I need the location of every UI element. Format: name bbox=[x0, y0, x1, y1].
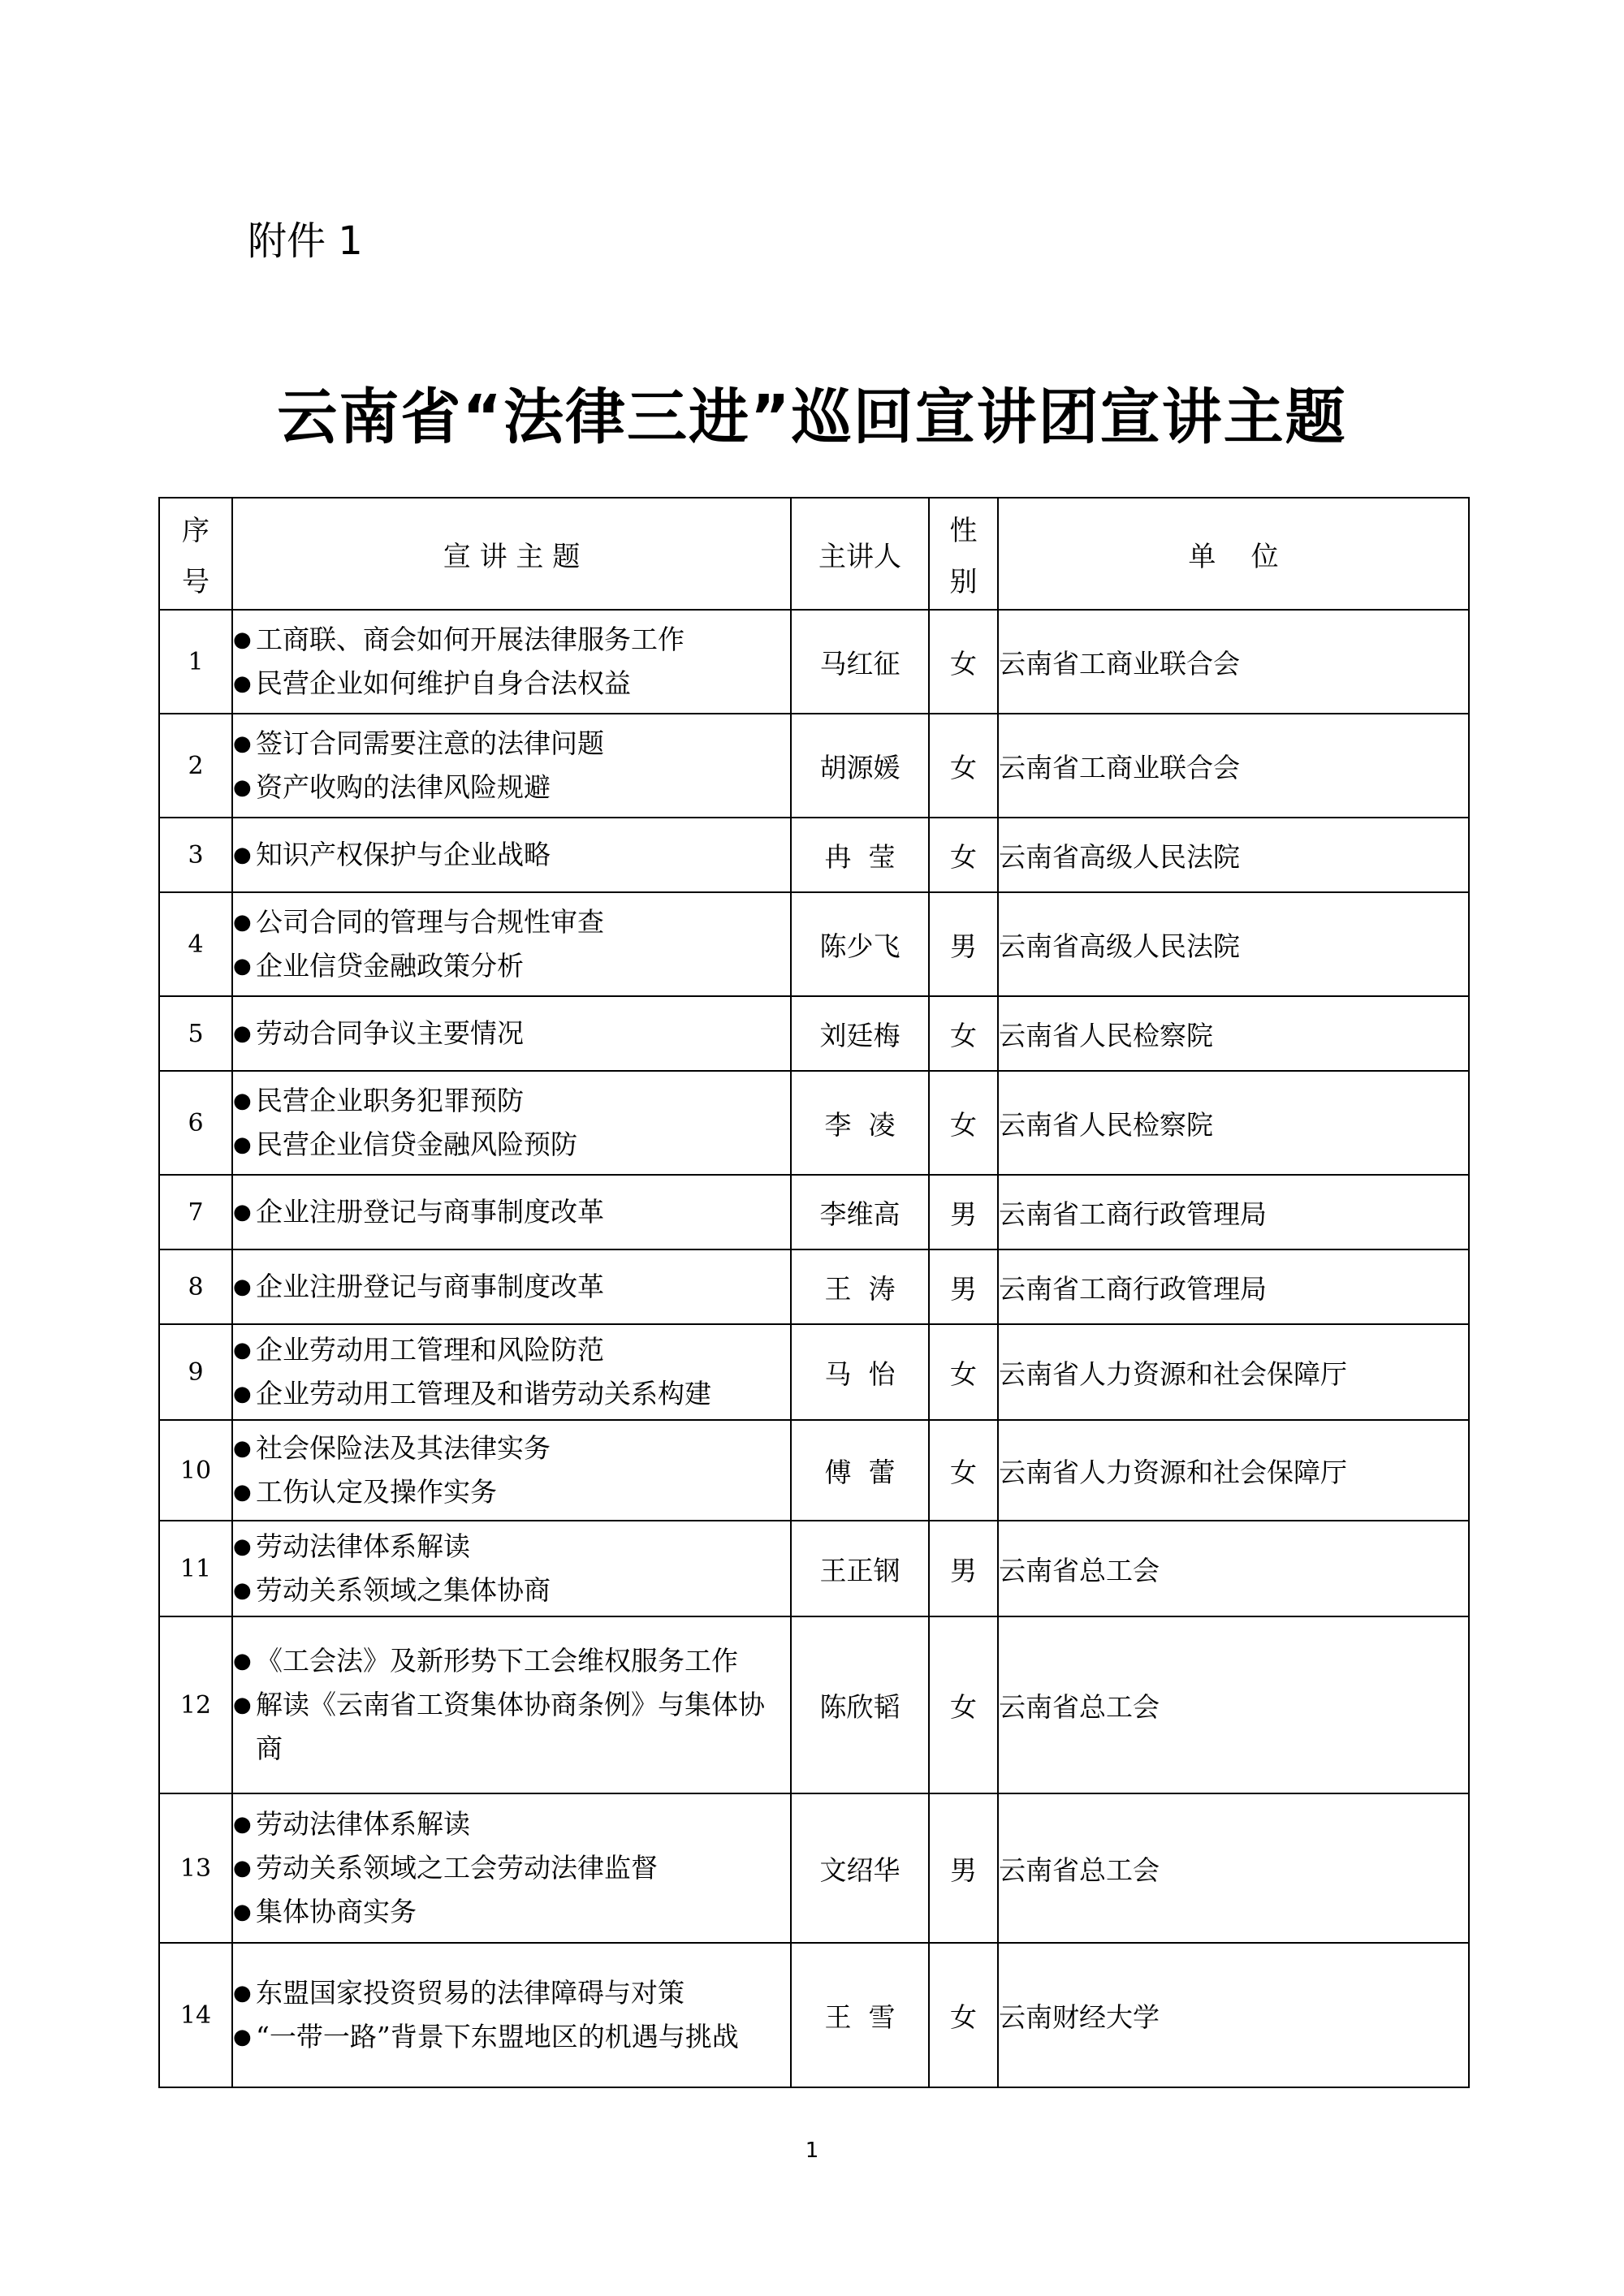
row-gender: 男 bbox=[929, 1521, 998, 1616]
row-number: 8 bbox=[159, 1249, 232, 1324]
bullet-icon: ● bbox=[233, 1812, 252, 1836]
table-header-row bbox=[159, 498, 1469, 610]
header-seq bbox=[159, 498, 232, 610]
row-gender: 女 bbox=[929, 818, 998, 892]
topic-text: 东盟国家投资贸易的法律障碍与对策 bbox=[256, 1977, 685, 2009]
table-row bbox=[159, 892, 1469, 996]
row-topics bbox=[232, 1071, 791, 1175]
row-number: 4 bbox=[159, 892, 232, 996]
topic-text: 工伤认定及操作实务 bbox=[256, 1476, 497, 1508]
row-gender: 女 bbox=[929, 1420, 998, 1521]
row-gender: 女 bbox=[929, 714, 998, 818]
header-topic: 宣 讲 主 题 bbox=[232, 498, 791, 610]
topic-text: 企业注册登记与商事制度改革 bbox=[256, 1196, 604, 1228]
row-speaker: 陈欣韬 bbox=[791, 1616, 929, 1793]
topic-text: 劳动关系领域之集体协商 bbox=[256, 1574, 551, 1606]
topic-item bbox=[233, 833, 790, 877]
bullet-icon: ● bbox=[233, 1900, 252, 1924]
topic-item bbox=[233, 618, 790, 662]
topic-item bbox=[233, 722, 790, 766]
topic-text: 劳动关系领域之工会劳动法律监督 bbox=[256, 1852, 658, 1884]
bullet-icon: ● bbox=[233, 732, 252, 756]
topic-text: 民营企业如何维护自身合法权益 bbox=[256, 667, 631, 699]
row-unit: 云南省高级人民法院 bbox=[998, 818, 1469, 892]
row-topics bbox=[232, 714, 791, 818]
header-seq-line1: 序 bbox=[182, 515, 209, 547]
header-seq-line2: 号 bbox=[182, 566, 209, 598]
row-number: 3 bbox=[159, 818, 232, 892]
header-gender bbox=[929, 498, 998, 610]
bullet-icon: ● bbox=[233, 1693, 252, 1717]
topic-item bbox=[233, 1971, 790, 2015]
row-speaker: 李 凌 bbox=[791, 1071, 929, 1175]
topic-text: 社会保险法及其法律实务 bbox=[256, 1432, 551, 1464]
row-topics bbox=[232, 610, 791, 714]
row-speaker: 马红征 bbox=[791, 610, 929, 714]
topic-text: 签订合同需要注意的法律问题 bbox=[256, 727, 604, 759]
topic-item bbox=[233, 1683, 790, 1771]
row-number: 10 bbox=[159, 1420, 232, 1521]
topic-item bbox=[233, 944, 790, 988]
bullet-icon: ● bbox=[233, 843, 252, 867]
topic-item bbox=[233, 900, 790, 944]
header-gender-line1: 性 bbox=[949, 515, 978, 547]
topic-item bbox=[233, 662, 790, 706]
topic-item bbox=[233, 1890, 790, 1934]
row-unit: 云南省工商业联合会 bbox=[998, 610, 1469, 714]
row-topics bbox=[232, 1793, 791, 1943]
row-speaker: 胡源媛 bbox=[791, 714, 929, 818]
row-gender: 女 bbox=[929, 610, 998, 714]
topic-text: 民营企业信贷金融风险预防 bbox=[256, 1129, 577, 1160]
header-gender-line2: 别 bbox=[949, 566, 978, 598]
topic-text: 工商联、商会如何开展法律服务工作 bbox=[256, 624, 685, 655]
row-number: 14 bbox=[159, 1943, 232, 2087]
topic-text: “一带一路”背景下东盟地区的机遇与挑战 bbox=[256, 2021, 739, 2052]
row-number: 6 bbox=[159, 1071, 232, 1175]
topic-text: 企业注册登记与商事制度改革 bbox=[256, 1271, 604, 1302]
row-number: 13 bbox=[159, 1793, 232, 1943]
topic-item bbox=[233, 1123, 790, 1167]
topic-item bbox=[233, 1190, 790, 1234]
row-unit: 云南省工商行政管理局 bbox=[998, 1175, 1469, 1249]
table-row bbox=[159, 818, 1469, 892]
table-row bbox=[159, 1249, 1469, 1324]
bullet-icon: ● bbox=[233, 1649, 252, 1673]
topic-text: 劳动合同争议主要情况 bbox=[256, 1017, 524, 1049]
row-gender: 女 bbox=[929, 1071, 998, 1175]
row-number: 9 bbox=[159, 1324, 232, 1420]
topic-text: 《工会法》及新形势下工会维权服务工作 bbox=[256, 1645, 738, 1677]
topic-item bbox=[233, 1265, 790, 1309]
row-gender: 女 bbox=[929, 996, 998, 1071]
row-topics bbox=[232, 1616, 791, 1793]
topic-item bbox=[233, 1802, 790, 1846]
table-row bbox=[159, 610, 1469, 714]
row-speaker: 刘廷梅 bbox=[791, 996, 929, 1071]
topic-item bbox=[233, 1372, 790, 1416]
table-row bbox=[159, 996, 1469, 1071]
bullet-icon: ● bbox=[233, 1021, 252, 1046]
bullet-icon: ● bbox=[233, 1856, 252, 1880]
row-unit: 云南省总工会 bbox=[998, 1616, 1469, 1793]
table-row bbox=[159, 1324, 1469, 1420]
row-topics bbox=[232, 996, 791, 1071]
topic-text: 企业劳动用工管理和风险防范 bbox=[256, 1334, 604, 1366]
topic-text: 民营企业职务犯罪预防 bbox=[256, 1085, 524, 1116]
topic-item bbox=[233, 1012, 790, 1055]
row-number: 7 bbox=[159, 1175, 232, 1249]
bullet-icon: ● bbox=[233, 1133, 252, 1157]
row-speaker: 冉 莹 bbox=[791, 818, 929, 892]
table-row bbox=[159, 1420, 1469, 1521]
topic-item bbox=[233, 1426, 790, 1470]
bullet-icon: ● bbox=[233, 2025, 252, 2049]
row-number: 11 bbox=[159, 1521, 232, 1616]
table-row bbox=[159, 1071, 1469, 1175]
row-number: 1 bbox=[159, 610, 232, 714]
bullet-icon: ● bbox=[233, 1089, 252, 1113]
topic-text: 企业劳动用工管理及和谐劳动关系构建 bbox=[256, 1378, 711, 1409]
topic-item bbox=[233, 1639, 790, 1683]
row-unit: 云南省工商业联合会 bbox=[998, 714, 1469, 818]
bullet-icon: ● bbox=[233, 1338, 252, 1362]
topic-text: 劳动法律体系解读 bbox=[256, 1808, 470, 1840]
header-unit: 单 位 bbox=[998, 498, 1469, 610]
row-gender: 男 bbox=[929, 1793, 998, 1943]
row-unit: 云南省人民检察院 bbox=[998, 996, 1469, 1071]
page-title: 云南省“法律三进”巡回宣讲团宣讲主题 bbox=[277, 382, 1347, 452]
topic-item bbox=[233, 1569, 790, 1612]
row-gender: 女 bbox=[929, 1943, 998, 2087]
header-speaker: 主讲人 bbox=[791, 498, 929, 610]
row-speaker: 傅 蕾 bbox=[791, 1420, 929, 1521]
table-row bbox=[159, 1943, 1469, 2087]
row-speaker: 文绍华 bbox=[791, 1793, 929, 1943]
bullet-icon: ● bbox=[233, 1382, 252, 1406]
table-row bbox=[159, 1793, 1469, 1943]
topic-item bbox=[233, 1525, 790, 1569]
topic-item bbox=[233, 1079, 790, 1123]
table-row bbox=[159, 1175, 1469, 1249]
row-topics bbox=[232, 1521, 791, 1616]
row-topics bbox=[232, 1943, 791, 2087]
bullet-icon: ● bbox=[233, 954, 252, 978]
row-topics bbox=[232, 1175, 791, 1249]
bullet-icon: ● bbox=[233, 1578, 252, 1603]
row-unit: 云南省工商行政管理局 bbox=[998, 1249, 1469, 1324]
bullet-icon: ● bbox=[233, 1480, 252, 1504]
bullet-icon: ● bbox=[233, 671, 252, 696]
topics-table bbox=[158, 497, 1470, 2088]
row-gender: 女 bbox=[929, 1616, 998, 1793]
topic-item bbox=[233, 1470, 790, 1514]
table-row bbox=[159, 1616, 1469, 1793]
topic-item bbox=[233, 2015, 790, 2059]
row-unit: 云南财经大学 bbox=[998, 1943, 1469, 2087]
bullet-icon: ● bbox=[233, 775, 252, 800]
topic-text: 公司合同的管理与合规性审查 bbox=[256, 906, 604, 938]
row-gender: 男 bbox=[929, 1175, 998, 1249]
row-unit: 云南省总工会 bbox=[998, 1521, 1469, 1616]
row-unit: 云南省人力资源和社会保障厅 bbox=[998, 1420, 1469, 1521]
row-speaker: 王 涛 bbox=[791, 1249, 929, 1324]
bullet-icon: ● bbox=[233, 628, 252, 652]
bullet-icon: ● bbox=[233, 910, 252, 934]
row-unit: 云南省人力资源和社会保障厅 bbox=[998, 1324, 1469, 1420]
attachment-label: 附件 1 bbox=[248, 218, 363, 264]
table-row bbox=[159, 1521, 1469, 1616]
row-topics bbox=[232, 892, 791, 996]
row-speaker: 王正钢 bbox=[791, 1521, 929, 1616]
topic-text: 知识产权保护与企业战略 bbox=[256, 839, 551, 870]
topic-item bbox=[233, 1846, 790, 1890]
page-number: 1 bbox=[805, 2138, 819, 2163]
topic-text: 资产收购的法律风险规避 bbox=[256, 771, 551, 803]
row-speaker: 李维高 bbox=[791, 1175, 929, 1249]
row-speaker: 陈少飞 bbox=[791, 892, 929, 996]
topic-item bbox=[233, 766, 790, 809]
row-number: 12 bbox=[159, 1616, 232, 1793]
row-unit: 云南省总工会 bbox=[998, 1793, 1469, 1943]
row-gender: 女 bbox=[929, 1324, 998, 1420]
row-unit: 云南省高级人民法院 bbox=[998, 892, 1469, 996]
topic-text: 解读《云南省工资集体协商条例》与集体协商 bbox=[256, 1689, 765, 1764]
bullet-icon: ● bbox=[233, 1275, 252, 1299]
row-topics bbox=[232, 1324, 791, 1420]
bullet-icon: ● bbox=[233, 1534, 252, 1559]
row-number: 2 bbox=[159, 714, 232, 818]
row-speaker: 马 怡 bbox=[791, 1324, 929, 1420]
bullet-icon: ● bbox=[233, 1436, 252, 1461]
row-topics bbox=[232, 1249, 791, 1324]
topic-text: 集体协商实务 bbox=[256, 1896, 417, 1927]
topic-text: 企业信贷金融政策分析 bbox=[256, 950, 524, 982]
row-unit: 云南省人民检察院 bbox=[998, 1071, 1469, 1175]
row-speaker: 王 雪 bbox=[791, 1943, 929, 2087]
row-gender: 男 bbox=[929, 892, 998, 996]
row-number: 5 bbox=[159, 996, 232, 1071]
row-topics bbox=[232, 818, 791, 892]
topic-item bbox=[233, 1328, 790, 1372]
topic-text: 劳动法律体系解读 bbox=[256, 1530, 470, 1562]
bullet-icon: ● bbox=[233, 1200, 252, 1224]
row-topics bbox=[232, 1420, 791, 1521]
bullet-icon: ● bbox=[233, 1981, 252, 2005]
row-gender: 男 bbox=[929, 1249, 998, 1324]
table-row bbox=[159, 714, 1469, 818]
